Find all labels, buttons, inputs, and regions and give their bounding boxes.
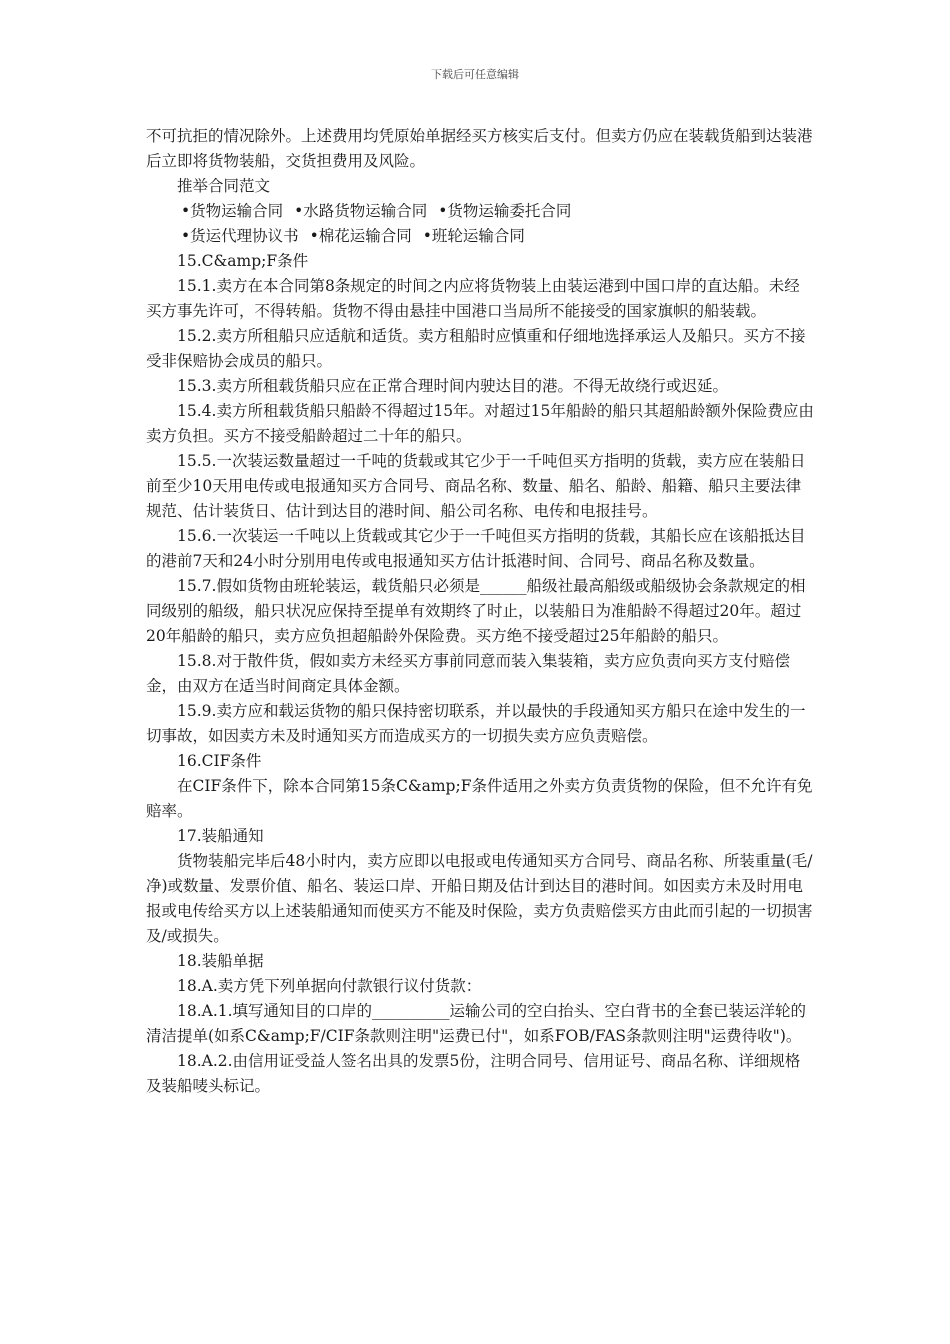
link-cargo-transport-contract[interactable]: •货物运输合同 — [181, 202, 284, 220]
clause-heading-18: 18.装船单据 — [177, 952, 264, 970]
clause-heading-15: 15.C&amp;F条件 — [177, 252, 309, 270]
clause-15-6: 15.6.一次装运一千吨以上货载或其它少于一千吨但买方指明的货载，其船长应在该船抵达目的港前7天和24小时分别用电传或电报通知买方估计抵港时间、合同号、商品名称及数量。 — [146, 527, 806, 570]
clause-15-7: 15.7.假如货物由班轮装运，载货船只必须是______船级社最高船级或船级协会条款规定的相同级别的船级，船只状况应保持至提单有效期终了时止，以装船日为准船龄不得超过20年。超过20年船龄的船只，卖方应负担超船龄外保险费。买方绝不接受超过25年船龄的船只。 — [146, 577, 806, 645]
clause-16-body: 在CIF条件下，除本合同第15条C&amp;F条件适用之外卖方负责货物的保险，但不允许有免赔率。 — [146, 777, 813, 820]
link-waterway-cargo-contract[interactable]: •水路货物运输合同 — [294, 202, 428, 220]
page-header: 下载后可任意编辑 — [431, 68, 519, 81]
clause-15-9: 15.9.卖方应和载运货物的船只保持密切联系，并以最快的手段通知买方船只在途中发生的一切事故，如因卖方未及时通知买方而造成买方的一切损失卖方应负责赔偿。 — [146, 702, 806, 745]
clause-heading-17: 17.装船通知 — [177, 827, 264, 845]
clause-15-8: 15.8.对于散件货，假如卖方未经买方事前同意而装入集装箱，卖方应负责向买方支付赔偿金，由双方在适当时间商定具体金额。 — [146, 652, 790, 695]
link-cargo-consignment-contract[interactable]: •货物运输委托合同 — [438, 202, 572, 220]
clause-15-5: 15.5.一次装运数量超过一千吨的货载或其它少于一千吨但买方指明的货载，卖方应在装船日前至少10天用电传或电报通知买方合同号、商品名称、数量、船名、船龄、船籍、船只主要法律规范、估计装货日、估计到达目的港时间、船公司名称、电传和电报挂号。 — [146, 452, 806, 520]
document-body — [146, 124, 814, 1099]
clause-heading-16: 16.CIF条件 — [177, 752, 262, 770]
clause-17-body: 货物装船完毕后48小时内，卖方应即以电报或电传通知买方合同号、商品名称、所装重量(毛/净)或数量、发票价值、船名、装运口岸、开船日期及估计到达目的港时间。如因卖方未及时用电报或电传给买方以上述装船通知而使买方不能及时保险，卖方负责赔偿买方由此而引起的一切损害及/或损失。 — [146, 852, 813, 945]
recommend-links-row-1 — [146, 199, 814, 224]
recommend-links-row-2 — [146, 224, 814, 249]
link-liner-transport-contract[interactable]: •班轮运输合同 — [422, 227, 525, 245]
clause-18-a: 18.A.卖方凭下列单据向付款银行议付货款： — [177, 977, 482, 995]
clause-15-2: 15.2.卖方所租船只应适航和适货。卖方租船时应慎重和仔细地选择承运人及船只。买方不接受非保赔协会成员的船只。 — [146, 327, 806, 370]
clause-15-3: 15.3.卖方所租载货船只应在正常合理时间内驶达目的港。不得无故绕行或迟延。 — [177, 377, 728, 395]
clause-18-a-2: 18.A.2.由信用证受益人签名出具的发票5份，注明合同号、信用证号、商品名称、详细规格及装船唛头标记。 — [146, 1052, 801, 1095]
link-freight-agency-agreement[interactable]: •货运代理协议书 — [181, 227, 299, 245]
paragraph: 不可抗拒的情况除外。上述费用均凭原始单据经买方核实后支付。但卖方仍应在装载货船到达装港后立即将货物装船，交货担费用及风险。 — [146, 127, 813, 170]
clause-15-1: 15.1.卖方在本合同第8条规定的时间之内应将货物装上由装运港到中国口岸的直达船。未经买方事先许可，不得转船。货物不得由悬挂中国港口当局所不能接受的国家旗帜的船装载。 — [146, 277, 800, 320]
recommend-heading: 推举合同范文 — [177, 177, 271, 195]
link-cotton-transport-contract[interactable]: •棉花运输合同 — [309, 227, 412, 245]
clause-15-4: 15.4.卖方所租载货船只船龄不得超过15年。对超过15年船龄的船只其超船龄额外保险费应由卖方负担。买方不接受船龄超过二十年的船只。 — [146, 402, 814, 445]
clause-18-a-1: 18.A.1.填写通知目的口岸的__________运输公司的空白抬头、空白背书的全套已装运洋轮的清洁提单(如系C&amp;F/CIF条款则注明"运费已付"，如系FOB/FAS条款则注明"运费待收")。 — [146, 1002, 807, 1045]
